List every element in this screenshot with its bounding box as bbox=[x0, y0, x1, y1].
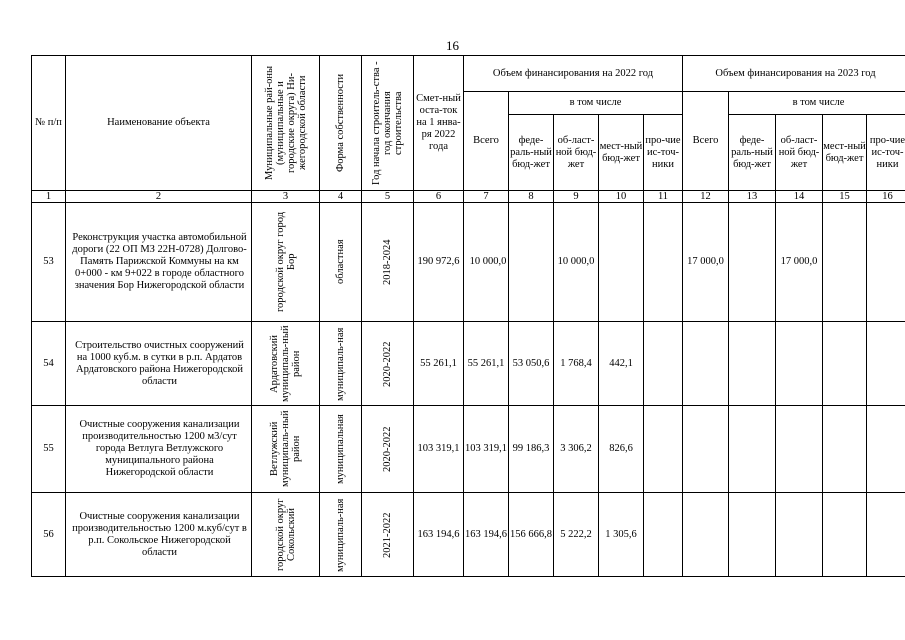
column-number: 12 bbox=[683, 191, 729, 203]
oblast-2022: 5 222,2 bbox=[554, 493, 599, 577]
header-2023-federal: феде-раль-ный бюд-жет bbox=[729, 115, 776, 191]
total-2023 bbox=[683, 493, 729, 577]
column-number: 11 bbox=[644, 191, 683, 203]
header-2022-other: про-чие ис-точ-ники bbox=[644, 115, 683, 191]
other-2022 bbox=[644, 203, 683, 322]
header-2023-local: мест-ный бюд-жет bbox=[823, 115, 867, 191]
oblast-2022: 3 306,2 bbox=[554, 406, 599, 493]
header-object-name: Наименование объекта bbox=[66, 56, 252, 191]
local-2022: 442,1 bbox=[599, 322, 644, 406]
local-2023 bbox=[823, 493, 867, 577]
header-estimate: Смет-ный оста-ток на 1 янва-ря 2022 года bbox=[414, 56, 464, 191]
ownership-cell: областная bbox=[320, 203, 362, 322]
page-number: 16 bbox=[446, 38, 459, 53]
local-2023 bbox=[823, 406, 867, 493]
years-cell: 2021-2022 bbox=[362, 493, 414, 577]
header-ownership: Форма собственности bbox=[320, 56, 362, 191]
column-number: 7 bbox=[464, 191, 509, 203]
row-number: 55 bbox=[32, 406, 66, 493]
other-2023 bbox=[867, 406, 905, 493]
row-number: 53 bbox=[32, 203, 66, 322]
local-2022 bbox=[599, 203, 644, 322]
total-2022: 55 261,1 bbox=[464, 322, 509, 406]
table-row bbox=[32, 203, 905, 322]
oblast-2022: 10 000,0 bbox=[554, 203, 599, 322]
object-name: Очистные сооружения канализации производительностью 1200 м.куб/сут в р.п. Сокольское Нижегородской области bbox=[66, 493, 252, 577]
header-2022-federal: феде-раль-ный бюд-жет bbox=[509, 115, 554, 191]
column-number: 9 bbox=[554, 191, 599, 203]
federal-2023 bbox=[729, 203, 776, 322]
column-number: 1 bbox=[32, 191, 66, 203]
federal-2023 bbox=[729, 406, 776, 493]
ownership-cell: муниципаль-ная bbox=[320, 322, 362, 406]
column-number: 15 bbox=[823, 191, 867, 203]
total-2023: 17 000,0 bbox=[683, 203, 729, 322]
total-2022: 10 000,0 bbox=[464, 203, 509, 322]
total-2022: 163 194,6 bbox=[464, 493, 509, 577]
column-number: 13 bbox=[729, 191, 776, 203]
column-number: 10 bbox=[599, 191, 644, 203]
header-2022-including: в том числе bbox=[509, 92, 683, 115]
header-row-1 bbox=[32, 56, 905, 92]
object-name: Реконструкция участка автомобильной дороги (22 ОП МЗ 22Н-0728) Долгово-Память Парижской Коммуны на км 0+000 - км 9+022 в городе областного значения Бор Нижегородской области bbox=[66, 203, 252, 322]
oblast-2023 bbox=[776, 493, 823, 577]
column-number: 8 bbox=[509, 191, 554, 203]
other-2022 bbox=[644, 322, 683, 406]
ownership-cell: муниципаль-ная bbox=[320, 493, 362, 577]
header-2022-total: Всего bbox=[464, 92, 509, 191]
other-2022 bbox=[644, 406, 683, 493]
table-row bbox=[32, 406, 905, 493]
header-2022-local: мест-ный бюд-жет bbox=[599, 115, 644, 191]
table-row bbox=[32, 322, 905, 406]
district-cell: Ардатовский муниципаль-ный район bbox=[252, 322, 320, 406]
oblast-2023: 17 000,0 bbox=[776, 203, 823, 322]
header-2023-other: про-чие ис-точ-ники bbox=[867, 115, 905, 191]
local-2023 bbox=[823, 322, 867, 406]
years-cell: 2020-2022 bbox=[362, 322, 414, 406]
column-number: 16 bbox=[867, 191, 905, 203]
total-2023 bbox=[683, 322, 729, 406]
district-cell: городской округ Сокольский bbox=[252, 493, 320, 577]
header-2023-including: в том числе bbox=[729, 92, 905, 115]
object-name: Строительство очистных сооружений на 1000 куб.м. в сутки в р.п. Ардатов Ардатовского района Нижегородской области bbox=[66, 322, 252, 406]
header-fin-2023: Объем финансирования на 2023 год bbox=[683, 56, 905, 92]
federal-2022: 156 666,8 bbox=[509, 493, 554, 577]
total-2023 bbox=[683, 406, 729, 493]
local-2022: 826,6 bbox=[599, 406, 644, 493]
header-fin-2022: Объем финансирования на 2022 год bbox=[464, 56, 683, 92]
column-number: 6 bbox=[414, 191, 464, 203]
federal-2022 bbox=[509, 203, 554, 322]
other-2022 bbox=[644, 493, 683, 577]
years-cell: 2020-2022 bbox=[362, 406, 414, 493]
header-2023-total: Всего bbox=[683, 92, 729, 191]
column-number: 14 bbox=[776, 191, 823, 203]
estimate-value: 190 972,6 bbox=[414, 203, 464, 322]
estimate-value: 55 261,1 bbox=[414, 322, 464, 406]
federal-2022: 99 186,3 bbox=[509, 406, 554, 493]
local-2022: 1 305,6 bbox=[599, 493, 644, 577]
ownership-cell: муниципальная bbox=[320, 406, 362, 493]
estimate-value: 103 319,1 bbox=[414, 406, 464, 493]
row-number: 54 bbox=[32, 322, 66, 406]
other-2023 bbox=[867, 203, 905, 322]
other-2023 bbox=[867, 322, 905, 406]
district-cell: городской округ город Бор bbox=[252, 203, 320, 322]
table-row bbox=[32, 493, 905, 577]
local-2023 bbox=[823, 203, 867, 322]
financing-table bbox=[31, 55, 905, 577]
header-number: № п/п bbox=[32, 56, 66, 191]
estimate-value: 163 194,6 bbox=[414, 493, 464, 577]
column-number: 5 bbox=[362, 191, 414, 203]
column-numbers-row bbox=[32, 191, 905, 203]
oblast-2023 bbox=[776, 322, 823, 406]
header-2023-oblast: об-ласт-ной бюд-жет bbox=[776, 115, 823, 191]
oblast-2022: 1 768,4 bbox=[554, 322, 599, 406]
federal-2023 bbox=[729, 493, 776, 577]
other-2023 bbox=[867, 493, 905, 577]
federal-2023 bbox=[729, 322, 776, 406]
row-number: 56 bbox=[32, 493, 66, 577]
total-2022: 103 319,1 bbox=[464, 406, 509, 493]
years-cell: 2018-2024 bbox=[362, 203, 414, 322]
header-district: Муниципальные рай-оны (муниципальные и городские округа) Ни-жегородской области bbox=[252, 56, 320, 191]
federal-2022: 53 050,6 bbox=[509, 322, 554, 406]
column-number: 2 bbox=[66, 191, 252, 203]
column-number: 4 bbox=[320, 191, 362, 203]
header-2022-oblast: об-ласт-ной бюд-жет bbox=[554, 115, 599, 191]
header-years: Год начала строитель-ства - год окончания строительства bbox=[362, 56, 414, 191]
object-name: Очистные сооружения канализации производительностью 1200 м3/сут города Ветлуга Ветлужского муниципального района Нижегородской области bbox=[66, 406, 252, 493]
oblast-2023 bbox=[776, 406, 823, 493]
district-cell: Ветлужский муниципаль-ный район bbox=[252, 406, 320, 493]
column-number: 3 bbox=[252, 191, 320, 203]
